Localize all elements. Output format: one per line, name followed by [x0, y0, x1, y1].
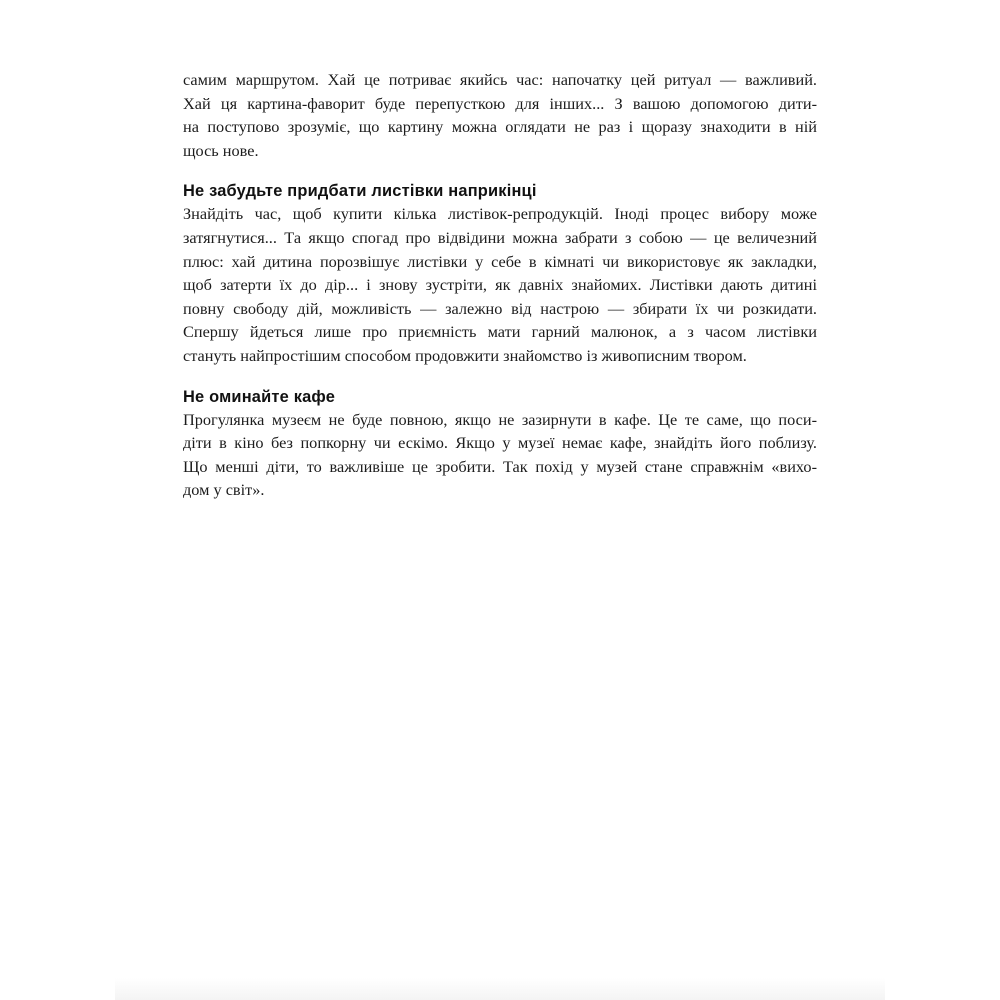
cafe-paragraph: [183, 408, 817, 502]
text-line: Спершу йдеться лише про приємність мати гарний малюнок, а з часом листівки: [183, 322, 817, 342]
text-line: дом у світ».: [183, 480, 265, 500]
section-heading-cafe: Не оминайте кафе: [183, 387, 336, 406]
text-line: затягнутися... Та якщо спогад про відвідини можна забрати з собою — це величезний: [183, 227, 817, 247]
text-line: на поступово зрозуміє, що картину можна оглядати не раз і щоразу знаходити в ній: [183, 117, 817, 137]
intro-paragraph: [183, 68, 817, 162]
text-line: Що менші діти, то важливіше це зробити. Так похід у музей стане справжнім «вихо-: [183, 456, 817, 476]
text-line: самим маршрутом. Хай це потриває якийсь час: напочатку цей ритуал — важливий.: [183, 70, 817, 89]
text-line: Знайдіть час, щоб купити кілька листівок-репродукцій. Іноді процес вибору може: [183, 204, 817, 224]
text-line: Прогулянка музеєм не буде повною, якщо не зазирнути в кафе. Це те саме, що поси-: [183, 409, 817, 429]
section-heading-postcards: Не забудьте придбати листівки наприкінці: [183, 182, 537, 201]
text-line: щось нове.: [183, 140, 259, 160]
text-line: стануть найпростішим способом продовжити знайомство із живописним твором.: [183, 345, 747, 365]
postcards-paragraph: [183, 202, 817, 367]
text-line: щоб затерти їх до дір... і знову зустріти, як давніх знайомих. Листівки дають дитині: [183, 275, 817, 295]
text-line: діти в кіно без попкорну чи ескімо. Якщо у музеї немає кафе, знайдіть його поблизу.: [183, 433, 817, 453]
text-line: плюс: хай дитина порозвішує листівки у себе в кімнаті чи використовує як закладки,: [183, 251, 817, 271]
text-line: повну свободу дій, можливість — залежно від настрою — збирати їх чи розкидати.: [183, 298, 817, 318]
text-line: Хай ця картина-фаворит буде перепусткою для інших... З вашою допомогою дити-: [183, 93, 817, 113]
document-page: [183, 68, 817, 502]
page-bottom-edge: [115, 978, 885, 1000]
